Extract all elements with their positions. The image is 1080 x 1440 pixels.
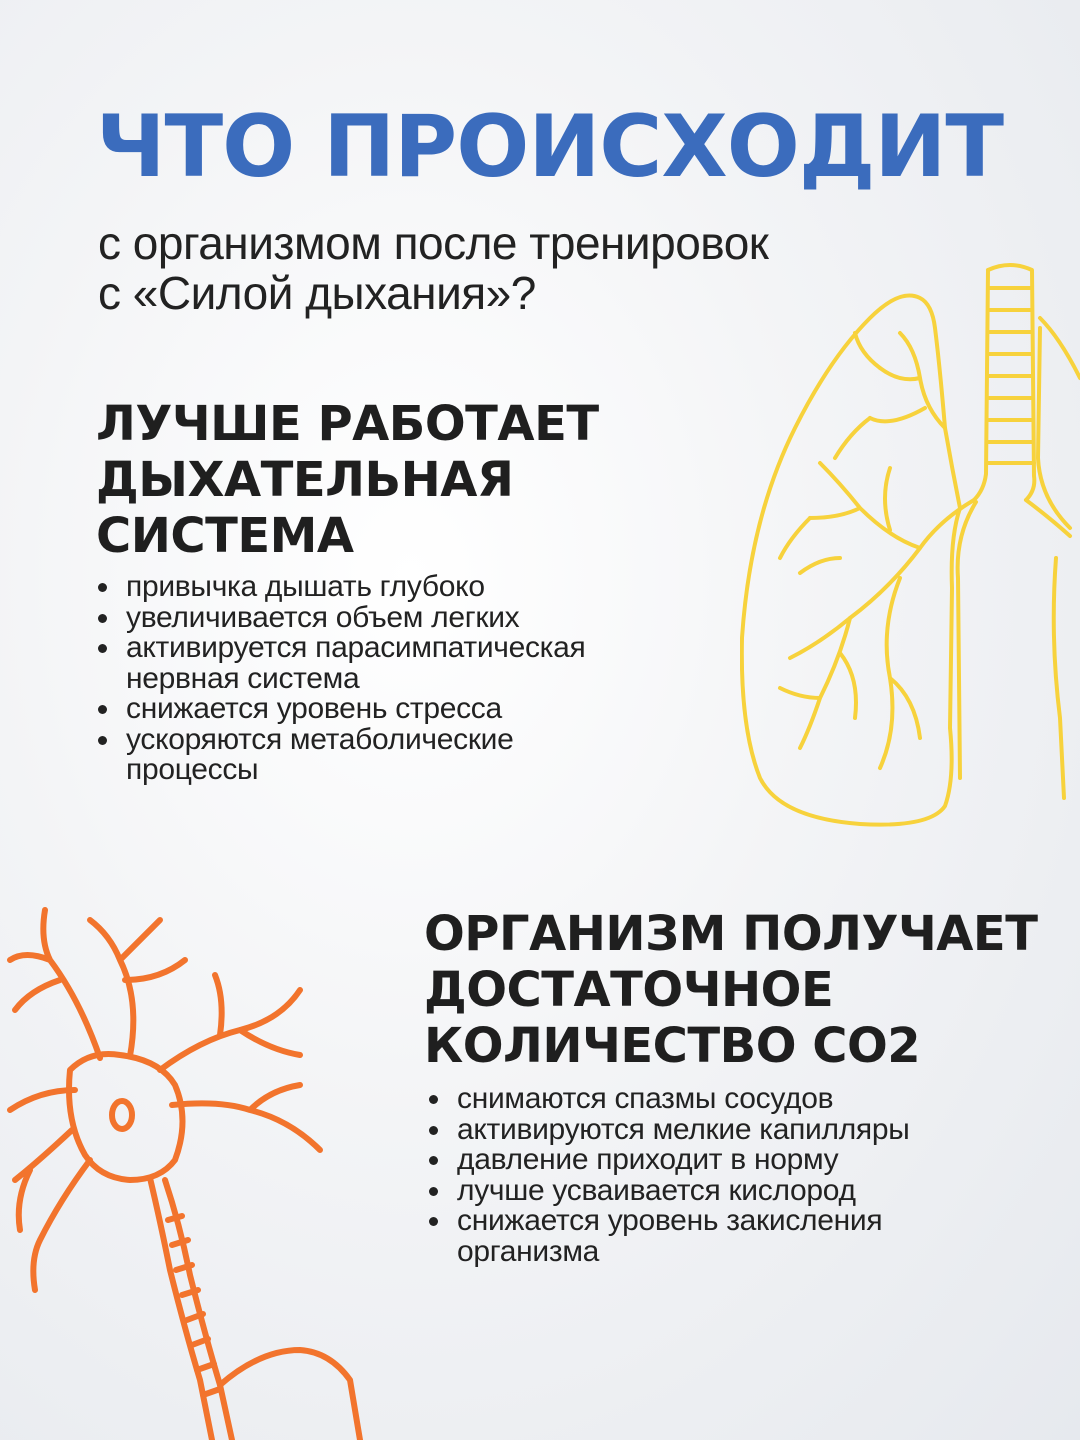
list-item: увеличивается объем легких — [96, 603, 586, 634]
subtitle-line: с организмом после тренировок — [98, 217, 769, 269]
heading-line: КОЛИЧЕСТВО СО2 — [424, 1018, 921, 1074]
bullet-list-co2 — [427, 1084, 910, 1267]
section-heading-co2 — [424, 906, 1037, 1074]
list-item: активируются мелкие капилляры — [427, 1115, 910, 1146]
list-item: снижается уровень закисления организма — [427, 1206, 910, 1267]
list-item: привычка дышать глубоко — [96, 572, 586, 603]
section-heading-respiratory — [96, 396, 599, 564]
subtitle-line: с «Силой дыхания»? — [98, 267, 536, 319]
list-item: активируется парасимпатическая нервная система — [96, 633, 586, 694]
heading-line: ДОСТАТОЧНОЕ — [424, 962, 834, 1018]
list-item: лучше усваивается кислород — [427, 1176, 910, 1207]
neuron-icon — [0, 880, 370, 1440]
bullet-list-respiratory — [96, 572, 586, 786]
page-title: ЧТО ПРОИСХОДИТ — [96, 97, 1004, 197]
lungs-icon — [740, 258, 1080, 838]
heading-line: ДЫХАТЕЛЬНАЯ — [96, 452, 514, 508]
page-subtitle — [98, 218, 768, 318]
list-item: ускоряются метаболические процессы — [96, 725, 586, 786]
list-item: снимаются спазмы сосудов — [427, 1084, 910, 1115]
list-item: давление приходит в норму — [427, 1145, 910, 1176]
list-item: снижается уровень стресса — [96, 694, 586, 725]
heading-line: ЛУЧШЕ РАБОТАЕТ — [96, 396, 599, 452]
heading-line: ОРГАНИЗМ ПОЛУЧАЕТ — [424, 906, 1038, 962]
heading-line: СИСТЕМА — [96, 508, 354, 564]
